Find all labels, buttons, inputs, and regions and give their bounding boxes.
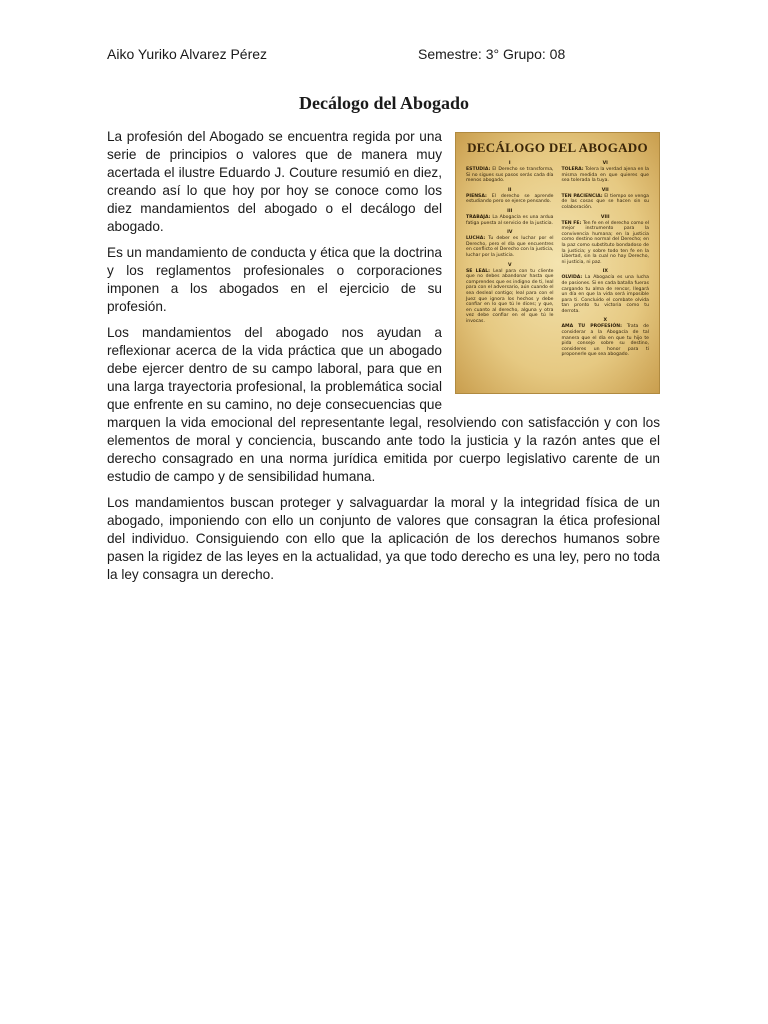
decalogue-item: X AMA TU PROFESIÓN: Trata de considerar a la Abogacía de tal manera que el día en que tu hijo te pida consejo sobre su destino, consideres un honor para ti proponerle que sea abogado. <box>561 318 649 358</box>
paragraph: La profesión del Abogado se encuentra regida por una serie de principios o valores que de manera muy acertada el ilustre Eduardo J. Couture resumió en diez, creando así lo que hoy por hoy se conoce como los diez mandamientos del abogado o el decálogo del abogado. <box>107 129 442 234</box>
decalogue-item: IV LUCHA: Tu deber es luchar por el Derecho, pero el día que encuentres en conflicto el Derecho con la justicia, luchar por la justicia. <box>466 230 554 258</box>
paragraph: Los mandamientos del abogado nos ayudan a reflexionar acerca de la vida práctica que un abogado debe ejercer dentro de su campo laboral, para que en una larga trayectoria profesional, la problemática social que enfrente en su camino, no deje consecuencias que marquen la vida emocional del representante legal, resolviendo con satisfacción y con los elementos de moral y conciencia, buscando ante todo la justicia y la razón antes que el derecho consagrado en una norma jurídica emitida por cuerpo legislativo carente de un estudio de campo y de sensibilidad humana. <box>107 325 660 484</box>
decalogue-item: VII TEN PACIENCIA: El tiempo se venga de las cosas que se hacen sin su colaboración. <box>561 187 649 210</box>
decalogue-item: VI TOLERA: Tolera la verdad ajena en la misma medida en que quieres que sea tolerada la tuya. <box>561 161 649 184</box>
author-name: Aiko Yuriko Alvarez Pérez <box>107 46 268 62</box>
document-body <box>107 128 660 592</box>
decalogue-image-title: DECÁLOGO DEL ABOGADO <box>467 140 648 155</box>
decalogue-item: V SE LEAL: Leal para con tu cliente que no debes abandonar hasta que comprendes que es indigno de ti, leal para con el adversario, aún cuando el sea desleal contigo; leal para con el Juez que ignora los hechos y debe confiar en lo que tú le dices; y que, en cuanto al derecho, alguna y otra vez debe confiar en el que tú le invocas. <box>466 262 554 324</box>
document-title: Decálogo del Abogado <box>298 93 469 113</box>
decalogue-item: IX OLVIDA: La Abogacía es una lucha de pasiones. Si en cada batalla fueras cargando tu alma de rencor, llegará un día en que la vida será imposible para ti. Concluido el combate olvida tan pronto tu victoria como tu derrota. <box>561 269 650 314</box>
decalogue-item: III TRABAJA: La Abogacía es una ardua fatiga puesta al servicio de la justicia. <box>466 208 554 226</box>
paragraph: Es un mandamiento de conducta y ética que la doctrina y los reglamentos profesionales o corporaciones imponen a los abogados en el ejercicio de su profesión. <box>107 245 442 314</box>
decalogue-left-column <box>466 161 554 362</box>
decalogue-item: II PIENSA: El derecho se aprende estudiando pero se ejerce pensando. <box>466 187 554 205</box>
decalogue-right-column <box>562 161 650 362</box>
decalogue-item: VIII TEN FE: Ten fe en el derecho como el mejor instrumento para la convivencia humana; en la justicia como destino normal del Derecho; en la paz como substituto bondadoso de la justicia; y sobre todo ten fe en la Libertad, sin la cual no hay Derecho, ni justicia, ni paz. <box>561 214 649 265</box>
decalogue-image <box>455 132 660 394</box>
decalogue-item: I ESTUDIA: El Derecho se transforma, Si no sigues sus pasos serás cada día menos abogado. <box>466 161 554 184</box>
paragraph: Los mandamientos buscan proteger y salvaguardar la moral y la integridad física de un abogado, imponiendo con ello un conjunto de valores que consagran la ética profesional del individuo. Consiguiendo con ello que la aplicación de los derechos humanos sobre pasen la rigidez de las leyes en la actualidad, ya que todo derecho es una ley, pero no toda la ley consagra un derecho. <box>107 495 660 582</box>
semester-group: Semestre: 3° Grupo: 08 <box>418 46 566 62</box>
